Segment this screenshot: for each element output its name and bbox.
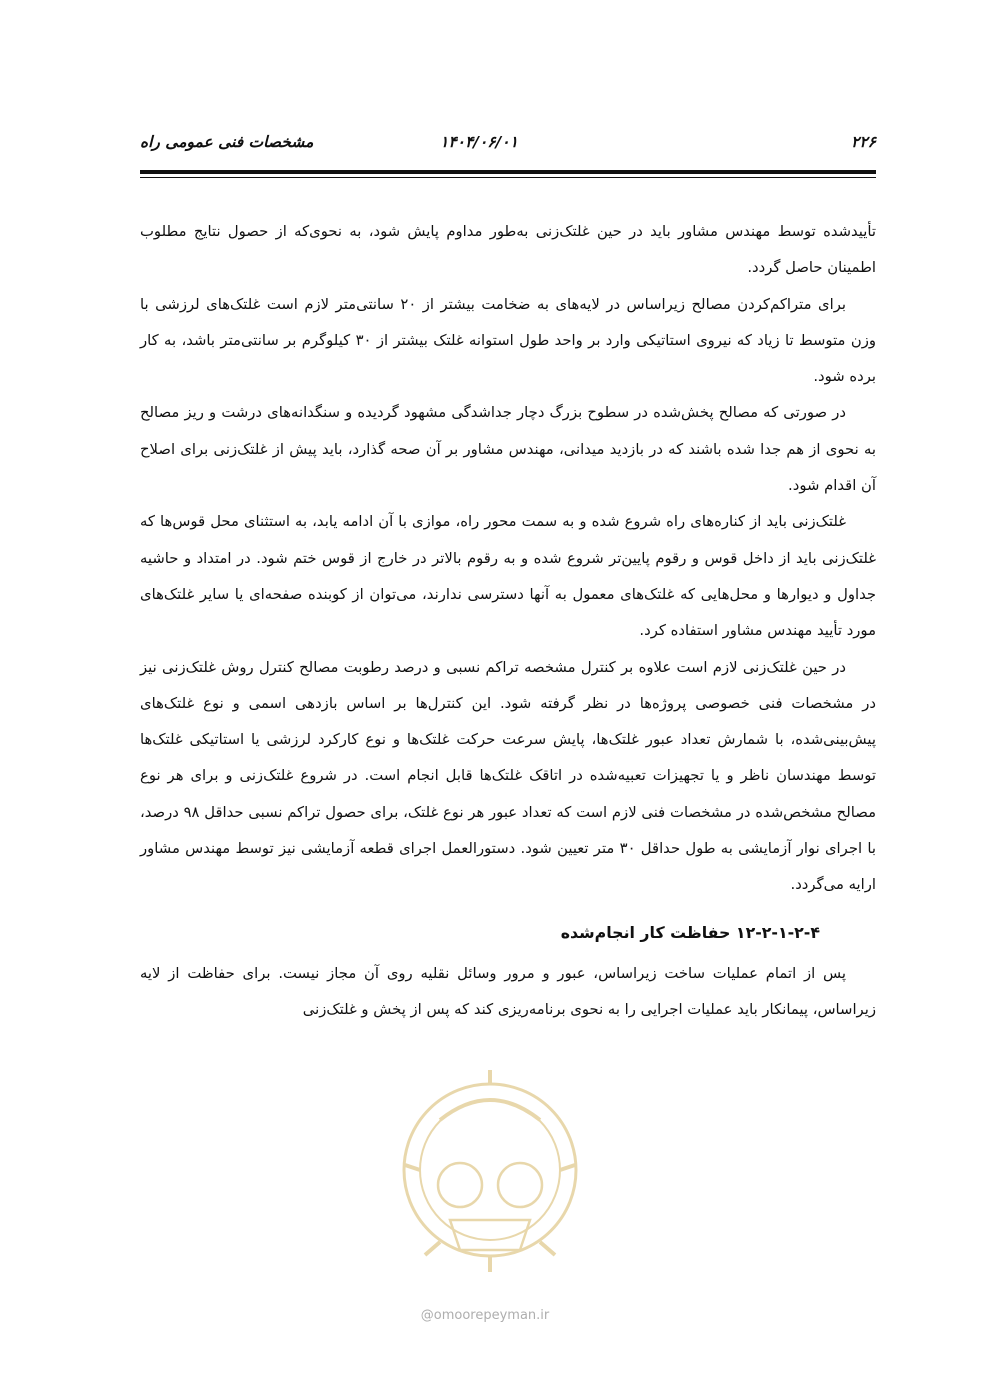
watermark-text: @omoorepeyman.ir [420, 1308, 550, 1323]
header-rule-thin [140, 177, 876, 179]
watermark-seal-icon [380, 1060, 600, 1340]
header-date: ۱۴۰۴/۰۶/۰۱ [440, 133, 518, 151]
section-heading: ۱۲-۲-۱-۲-۴ حفاظت کار انجام‌شده [560, 922, 820, 942]
paragraph: تأییدشده توسط مهندس مشاور باید در حین غلتک‌زنی به‌طور مداوم پایش شود، به نحوی‌که از حصول نتایج مطلوب اطمینان حاصل گردد. [140, 223, 876, 277]
paragraph: در صورتی که مصالح پخش‌شده در سطوح بزرگ دچار جداشدگی مشهود گردیده و سنگدانه‌های درشت و ریز مصالح به نحوی از هم جدا شده باشند که در بازدید میدانی، مهندس مشاور بر آن صحه گذارد، باید پیش از غلتک‌زنی برای اصلاح آن اقدام شود. [140, 404, 876, 495]
body-text [140, 214, 876, 1028]
paragraph: غلتک‌زنی باید از کناره‌های راه شروع شده و به سمت محور راه، موازی با آن ادامه یابد، به استثنای محل قوس‌ها که غلتک‌زنی باید از داخل قوس و رقوم پایین‌تر شروع شده و به رقوم بالاتر در خارج از قوس ختم شود. در امتداد و حاشیه جداول و دیوارها و محل‌هایی که غلتک‌های معمول به آنها دسترسی ندارند، می‌توان از کوبنده صفحه‌ای یا سایر غلتک‌های مورد تأیید مهندس مشاور استفاده کرد. [140, 513, 876, 640]
paragraph: در حین غلتک‌زنی لازم است علاوه بر کنترل مشخصه تراکم نسبی و درصد رطوبت مصالح کنترل روش غلتک‌زنی نیز در مشخصات فنی خصوصی پروژه‌ها در نظر گرفته شود. این کنترل‌ها بر اساس بازدهی اسمی و نوع غلتک‌های پیش‌بینی‌شده، با شمارش تعداد عبور غلتک‌ها، پایش سرعت حرکت غلتک‌ها و نوع کارکرد لرزشی یا استاتیکی غلتک‌ها توسط مهندسان ناظر و یا تجهیزات تعبیه‌شده در اتاقک غلتک‌ها قابل انجام است. در شروع غلتک‌زنی و برای هر نوع مصالح مشخص‌شده در مشخصات فنی لازم است که تعداد عبور هر نوع غلتک، برای حصول تراکم نسبی حداقل ۹۸ درصد، با اجرای نوار آزمایشی به طول حداقل ۳۰ متر تعیین شود. دستورالعمل اجرای قطعه آزمایشی نیز توسط مهندس مشاور ارایه می‌گردد. [140, 658, 877, 894]
header-title: مشخصات فنی عمومی راه [140, 133, 314, 151]
paragraph: پس از اتمام عملیات ساخت زیراساس، عبور و مرور وسائل نقلیه روی آن مجاز نیست. برای حفاظت از لایه زیراساس، پیمانکار باید عملیات اجرایی را به نحوی برنامه‌ریزی کند که پس از پخش و غلتک‌زنی [140, 964, 876, 1018]
paragraph: برای متراکم‌کردن مصالح زیراساس در لایه‌های به ضخامت بیشتر از ۲۰ سانتی‌متر لازم است غلتک‌های لرزشی با وزن متوسط تا زیاد که نیروی استاتیکی وارد بر واحد طول استوانه غلتک بیشتر از ۳۰ کیلوگرم بر سانتی‌متر باشد، به کار برده شود. [140, 295, 876, 386]
page-header [140, 128, 876, 158]
header-rule-thick [140, 170, 876, 174]
page-number: ۲۲۶ [851, 133, 876, 151]
